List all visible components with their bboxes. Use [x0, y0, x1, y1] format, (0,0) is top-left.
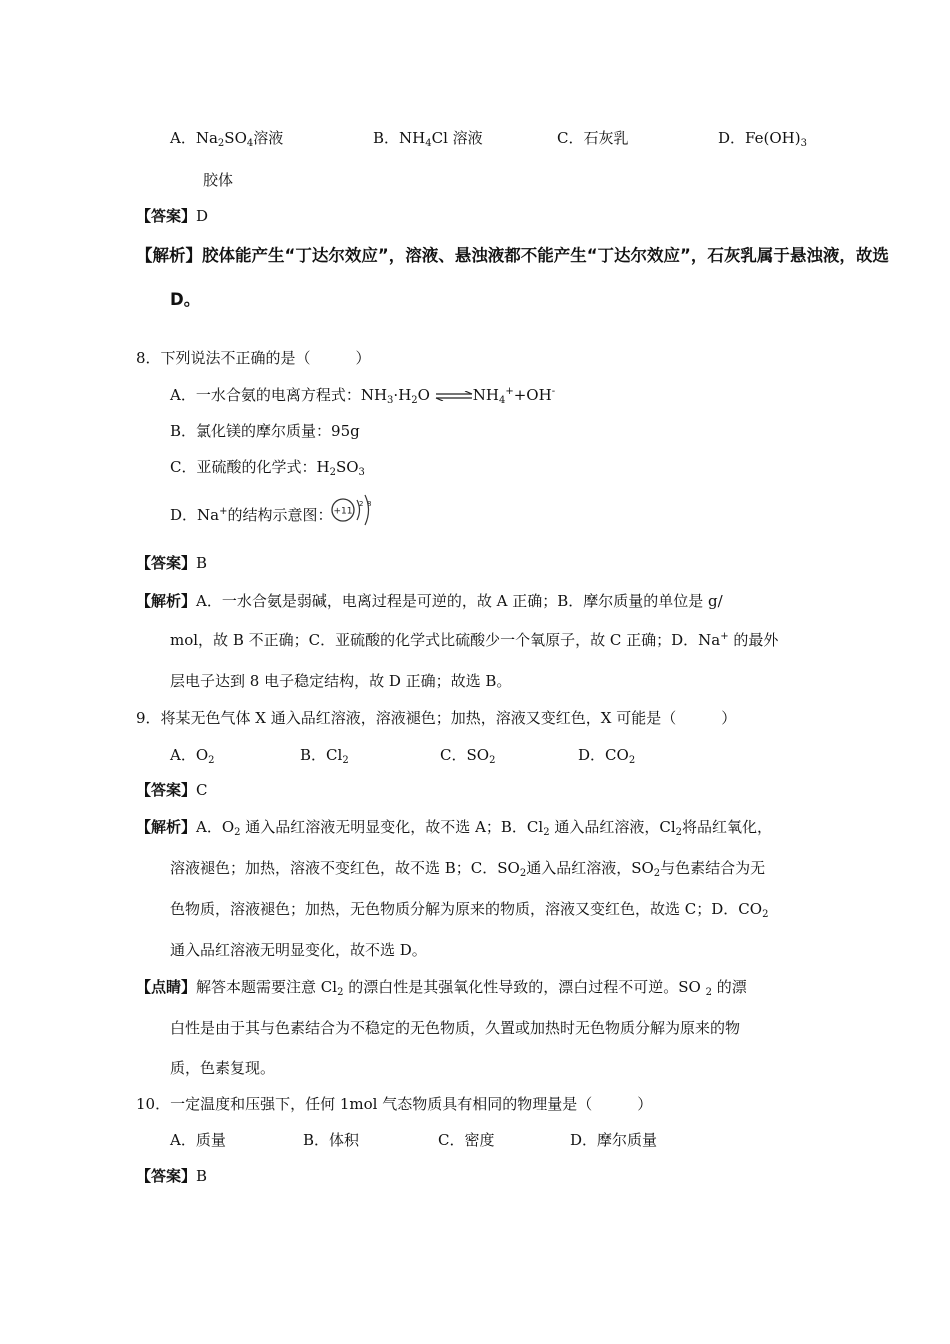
q9-option-d: D．$CO_2$ — [578, 746, 636, 766]
nucleus-charge: +11 — [333, 506, 353, 517]
q9-stem: 9．将某无色气体 X 通入品红溶液，溶液褪色；加热，溶液又变红色，X 可能是（ ） — [136, 709, 737, 727]
q10-answer: 【答案】B — [136, 1167, 208, 1185]
q8-option-c: C．亚硫酸的化学式：$H_2SO_3$ — [170, 458, 365, 478]
q9-analysis-line-1: 【解析】A．$O_2$ 通入品红溶液无明显变化，故不选 A；B．$Cl_2$ 通入品红溶液，$Cl_2$将品红氧化， — [136, 818, 773, 838]
q9-option-b: B．$Cl_2$ — [300, 746, 349, 766]
q7-analysis-line-2: D。 — [170, 290, 201, 309]
reversible-arrow-icon — [435, 391, 473, 401]
q8-option-b: B．氯化镁的摩尔质量：95g — [170, 422, 360, 440]
q9-answer: 【答案】C — [136, 781, 208, 799]
q7-analysis-line-1: 【解析】胶体能产生“丁达尔效应”，溶液、悬浊液都不能产生“丁达尔效应”，石灰乳属于悬浊液，故选 — [136, 246, 889, 265]
q7-option-c: C．石灰乳 — [557, 129, 629, 147]
q7-option-b: B．$NH_4Cl$ 溶液 — [373, 129, 483, 149]
sodium-ion-structure-diagram — [330, 492, 380, 528]
q9-option-a: A．$O_2$ — [170, 746, 215, 766]
q9-analysis-line-2: 溶液褪色；加热，溶液不变红色，故不选 B；C．$SO_2$通入品红溶液，$SO_2$与色素结合为无 — [170, 859, 766, 879]
q8-answer: 【答案】B — [136, 554, 208, 572]
q9-analysis-line-3: 色物质，溶液褪色；加热，无色物质分解为原来的物质，溶液又变红色，故选 C；D．$CO_2$ — [170, 900, 769, 920]
q8-option-a: A．一水合氨的电离方程式：$NH_3\cdot H_2O$ $NH_4^++OH^-$ — [170, 386, 556, 406]
q9-tip-line-1: 【点睛】解答本题需要注意 $Cl_2$ 的漂白性是其强氧化性导致的，漂白过程不可逆。SO $_2$ 的漂 — [136, 978, 747, 998]
q8-option-d: D．Na+的结构示意图： — [170, 506, 333, 524]
q8-stem: 8．下列说法不正确的是（ ） — [136, 349, 371, 367]
q10-option-d: D．摩尔质量 — [570, 1131, 658, 1149]
q9-option-c: C．$SO_2$ — [440, 746, 496, 766]
q7-option-d: D．$Fe(OH)_3$ — [718, 129, 807, 149]
q10-option-c: C．密度 — [438, 1131, 495, 1149]
q8-analysis-line-2: mol，故 B 不正确；C．亚硫酸的化学式比硫酸少一个氧原子，故 C 正确；D．Na+ 的最外 — [170, 631, 779, 649]
q7-option-d-continued: 胶体 — [203, 171, 234, 189]
q7-answer: 【答案】D — [136, 207, 209, 225]
q7-option-a: A．$Na_2SO_4$溶液 — [170, 129, 284, 149]
q8-analysis-line-1: 【解析】A．一水合氨是弱碱，电离过程是可逆的，故 A 正确；B．摩尔质量的单位是 g/ — [136, 592, 723, 610]
q10-stem: 10．一定温度和压强下，任何 1mol 气态物质具有相同的物理量是（ ） — [136, 1095, 653, 1113]
q10-option-b: B．体积 — [303, 1131, 360, 1149]
q10-option-a: A．质量 — [170, 1131, 226, 1149]
q9-analysis-line-4: 通入品红溶液无明显变化，故不选 D。 — [170, 941, 427, 959]
q8-analysis-line-3: 层电子达到 8 电子稳定结构，故 D 正确；故选 B。 — [170, 672, 512, 690]
electron-count-shell-1: 2 — [359, 500, 364, 508]
electron-count-shell-2: 8 — [367, 500, 372, 508]
q9-tip-line-3: 质，色素复现。 — [170, 1059, 276, 1077]
q9-tip-line-2: 白性是由于其与色素结合为不稳定的无色物质，久置或加热时无色物质分解为原来的物 — [170, 1019, 741, 1037]
